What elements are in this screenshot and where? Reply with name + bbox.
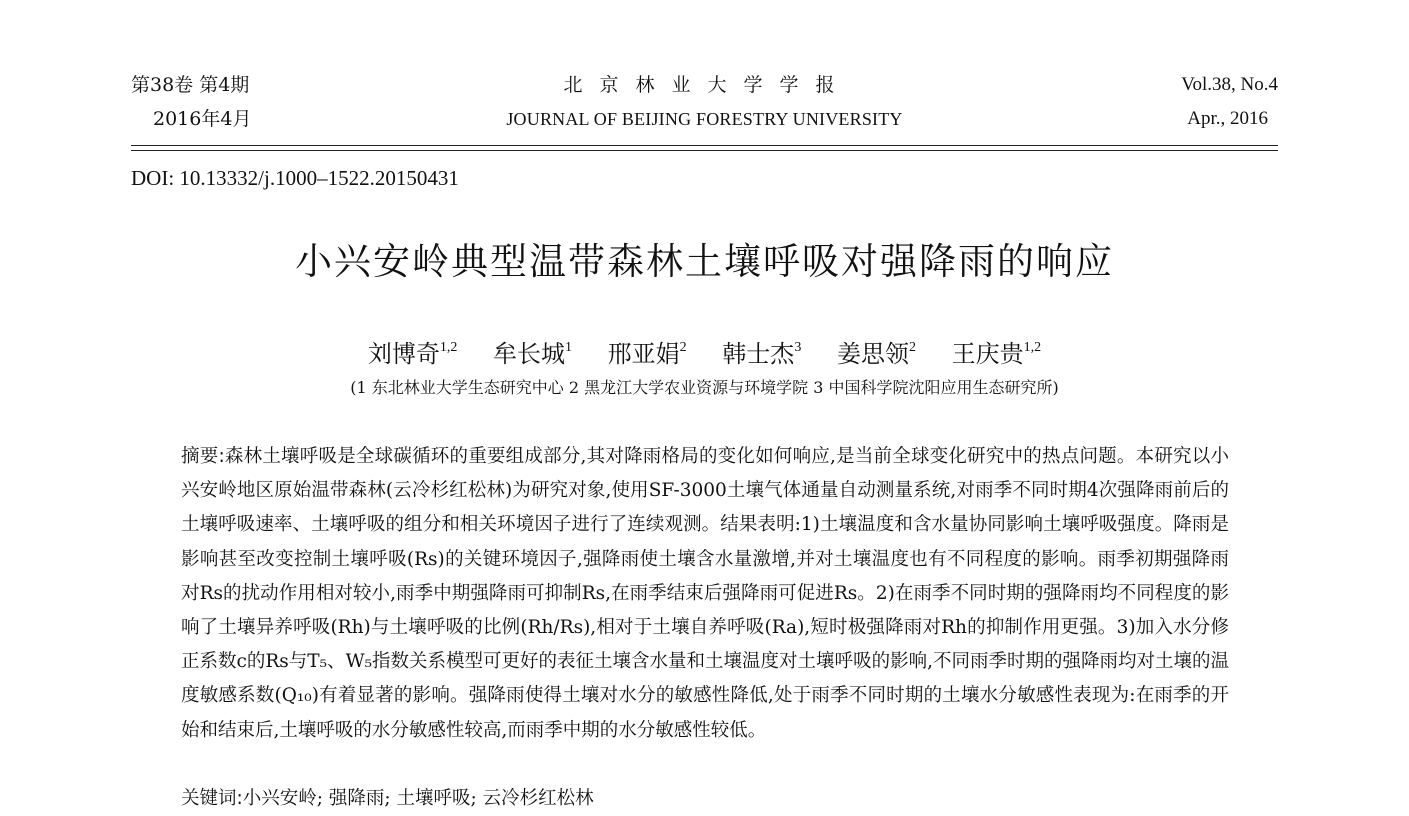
author	[722, 340, 801, 368]
author-list	[0, 330, 1409, 374]
author-name: 韩士杰	[722, 340, 795, 368]
author-name: 王庆贵	[951, 340, 1024, 368]
author	[837, 340, 916, 368]
publication-date-cn: 2016年4月	[153, 108, 252, 130]
keywords-label: 关键词:	[181, 788, 243, 809]
author-affil-mark: 1	[565, 340, 573, 355]
author-affil-mark: 3	[794, 340, 802, 355]
volume-issue: 第38卷 第4期	[131, 74, 250, 96]
author-name: 牟长城	[493, 340, 566, 368]
abstract-text: 森林土壤呼吸是全球碳循环的重要组成部分,其对降雨格局的变化如何响应,是当前全球变化研究中的热点问题。本研究以小兴安岭地区原始温带森林(云冷杉红松林)为研究对象,使用SF-3000土壤气体通量自动测量系统,对雨季不同时期4次强降雨前后的土壤呼吸速率、土壤呼吸的组分和相关环境因子进行了连续观测。结果表明:1)土壤温度和含水量协同影响土壤呼吸强度。降雨是影响甚至改变控制土壤呼吸(Rs)的关键环境因子,强降雨使土壤含水量激增,并对土壤温度也有不同程度的影响。雨季初期强降雨对Rs的扰动作用相对较小,雨季中期强降雨可抑制Rs,在雨季结束后强降雨可促进Rs。2)在雨季不同时期的强降雨均不同程度的影响了土壤异养呼吸(Rh)与土壤呼吸的比例(Rh/Rs),相对于土壤自养呼吸(Ra),短时极强降雨对Rh的抑制作用更强。3)加入水分修正系数c的Rs与T₅、W₅指数关系模型可更好的表征土壤含水量和土壤温度对土壤呼吸的影响,不同雨季时期的强降雨均对土壤的温度敏感系数(Q₁₀)有着显著的影响。强降雨使得土壤对水分的敏感性降低,处于雨季不同时期的土壤水分敏感性表现为:在雨季的开始和结束后,土壤呼吸的水分敏感性较高,而雨季中期的水分敏感性较低。	[181, 446, 1229, 741]
journal-name-en: JOURNAL OF BEIJING FORESTRY UNIVERSITY	[506, 109, 903, 129]
author-name: 刘博奇	[367, 340, 440, 368]
author-affil-mark: 2	[679, 340, 687, 355]
author-name: 姜思领	[836, 340, 909, 368]
volume-issue-en: Vol.38, No.4	[1181, 74, 1278, 95]
author	[493, 340, 572, 368]
paper-title: 小兴安岭典型温带森林土壤呼吸对强降雨的响应	[295, 240, 1114, 283]
author	[608, 340, 687, 368]
author-affil-mark: 1,2	[1023, 340, 1042, 355]
affiliations: (1 东北林业大学生态研究中心 2 黑龙江大学农业资源与环境学院 3 中国科学院沈阳应用生态研究所)	[350, 378, 1059, 397]
header-rule-bottom	[131, 150, 1278, 151]
header-rule-top	[131, 145, 1278, 146]
abstract-label: 摘要:	[181, 446, 225, 467]
author	[952, 340, 1042, 368]
author-affil-mark: 2	[908, 340, 916, 355]
author-affil-mark: 1,2	[439, 340, 458, 355]
header-right	[1181, 68, 1278, 136]
journal-name-cn: 北京林业大学学报	[563, 74, 852, 96]
author-name: 邢亚娟	[607, 340, 680, 368]
keywords-text: 小兴安岭; 强降雨; 土壤呼吸; 云冷杉红松林	[242, 788, 594, 809]
author	[368, 340, 458, 368]
keywords	[181, 782, 594, 816]
doi[interactable]: DOI: 10.13332/j.1000–1522.20150431	[131, 166, 459, 190]
abstract	[181, 440, 1229, 748]
publication-date-en: Apr., 2016	[1187, 108, 1268, 129]
